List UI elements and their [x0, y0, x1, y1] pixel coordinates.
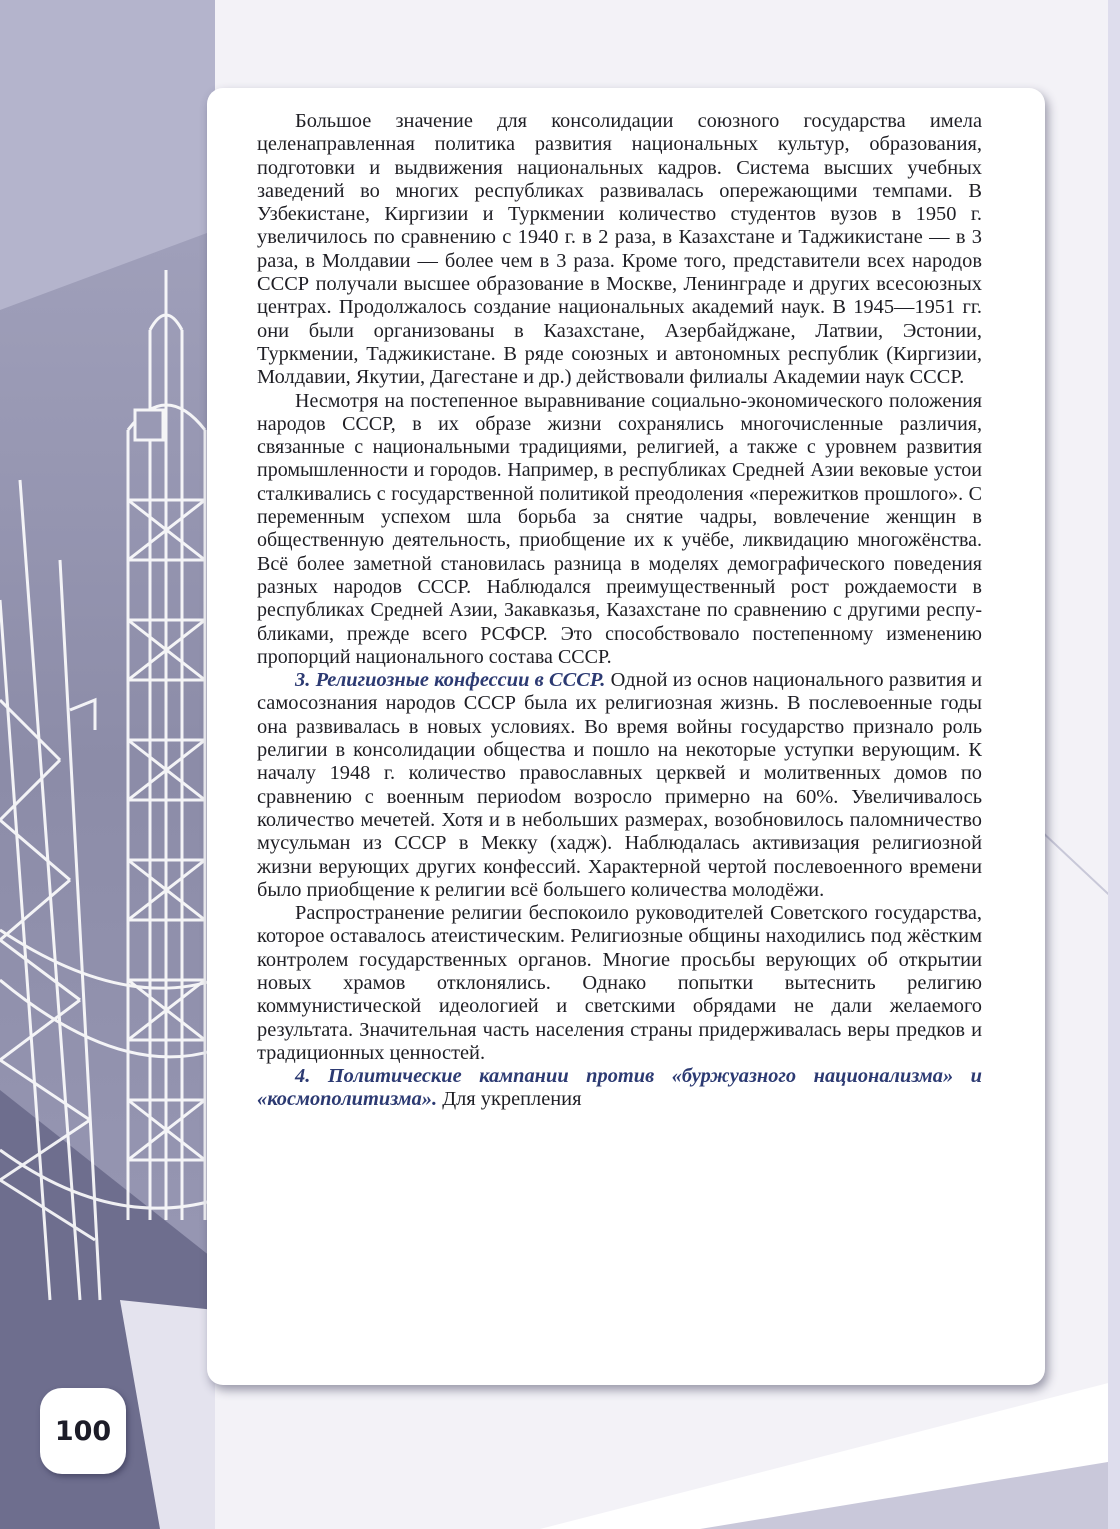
- paragraph-socio-economic: Несмотря на постепенное выравнивание социально-экономического положения народов СССР, в их образе жизни сохранялись многочисленные различия, связанные с национальными традициями, религией, а также с уровнем развития промышленности и городов. Например, в республиках Средней Азии вековые устои сталкивались с государственной политикой преодоления «пережитков прошлого». С переменным успехом шла борьба за снятие чадры, вовлечение женщин в общественную деятельность, приобщение их к учёбе, ликвидацию многожёнства. Всё более заметной становилась разница в моделях демографического поведения разных народов СССР. Наблюдался преимущественный рост рождаемости в республиках Средней Азии, Закавказья, Казахстане по сравнению с другими республиками, прежде всего РСФСР. Это способствовало постепенному изменению пропорций национального состава СССР.: [257, 389, 982, 668]
- section-3-number: 3.: [295, 669, 311, 692]
- text-panel: [207, 88, 1045, 1385]
- section-4-paragraph: [257, 1065, 982, 1112]
- paragraph-national-culture: Большое значение для консолидации союзного государства имела целенаправленная политика развития национальных культур, образования, подготовки и выдвижения национальных кадров. Система высших учебных заведений во многих республиках развивалась опережающими темпами. В Узбекистане, Киргизии и Туркмении количество студентов вузов в 1950 г. увеличилось по сравнению с 1940 г. в 2 раза, в Казахстане и Таджикистане — в 3 раза, в Молдавии — более чем в 3 раза. Кроме того, представители всех народов СССР получали высшее образование в Москве, Ленинграде и других всесоюзных центрах. Продолжалось создание национальных академий наук. В 1945—1951 гг. они были организованы в Казахстане, Азербайджане, Латвии, Эстонии, Туркмении, Таджикистане. В ряде союзных и автономных республик (Киргизии, Молдавии, Якутии, Дагестане и др.) действовали филиалы Академии наук СССР.: [257, 110, 982, 389]
- section-4-number: 4.: [295, 1065, 311, 1088]
- text-body: [257, 110, 982, 1112]
- page-number-badge: [40, 1388, 126, 1474]
- section-3-text: Одной из основ национального развития и самосознания народов СССР была их религиозная жизнь. В послевоенные годы она развивалась в новых условиях. Во время войны государство признало роль религии в консолидации общества и пошло на некоторые уступки верующим. К началу 1948 г. количество православных церквей и молитвенных домов по сравнению с военным периоdом возросло примерно на 60%. Увеличивалось количество мечетей. Хотя и в небольших размерах, возобновилось паломничество мусульман из СССР в Мекку (хадж). Наблюдалась активизация религиозной жизни верующих других конфессий. Характерной чертой послевоенного времени было приобщение к религии всё большего количества молодёжи.: [257, 669, 983, 901]
- section-4-text: Для укрепления: [442, 1088, 582, 1111]
- section-3-paragraph: [257, 669, 982, 902]
- section-4-heading: Политические кампании против «буржуазного национализма» и «космополитизма».: [257, 1065, 982, 1111]
- section-3-heading: Религиозные конфессии в СССР.: [315, 669, 606, 692]
- page-number: 100: [54, 1415, 112, 1447]
- paragraph-religion-spread: Распространение религии беспокоило руководителей Советского государства, которое оставалось атеистическим. Религиозные общины находились под жёстким контролем государственных органов. Многие просьбы верующих об открытии новых храмов отклонялись. Однако попытки вытеснить религию коммунистической идеологией и светскими обрядами не дали желаемого результата. Значительная часть населения страны придерживалась веры предков и традиционных ценностей.: [257, 902, 982, 1064]
